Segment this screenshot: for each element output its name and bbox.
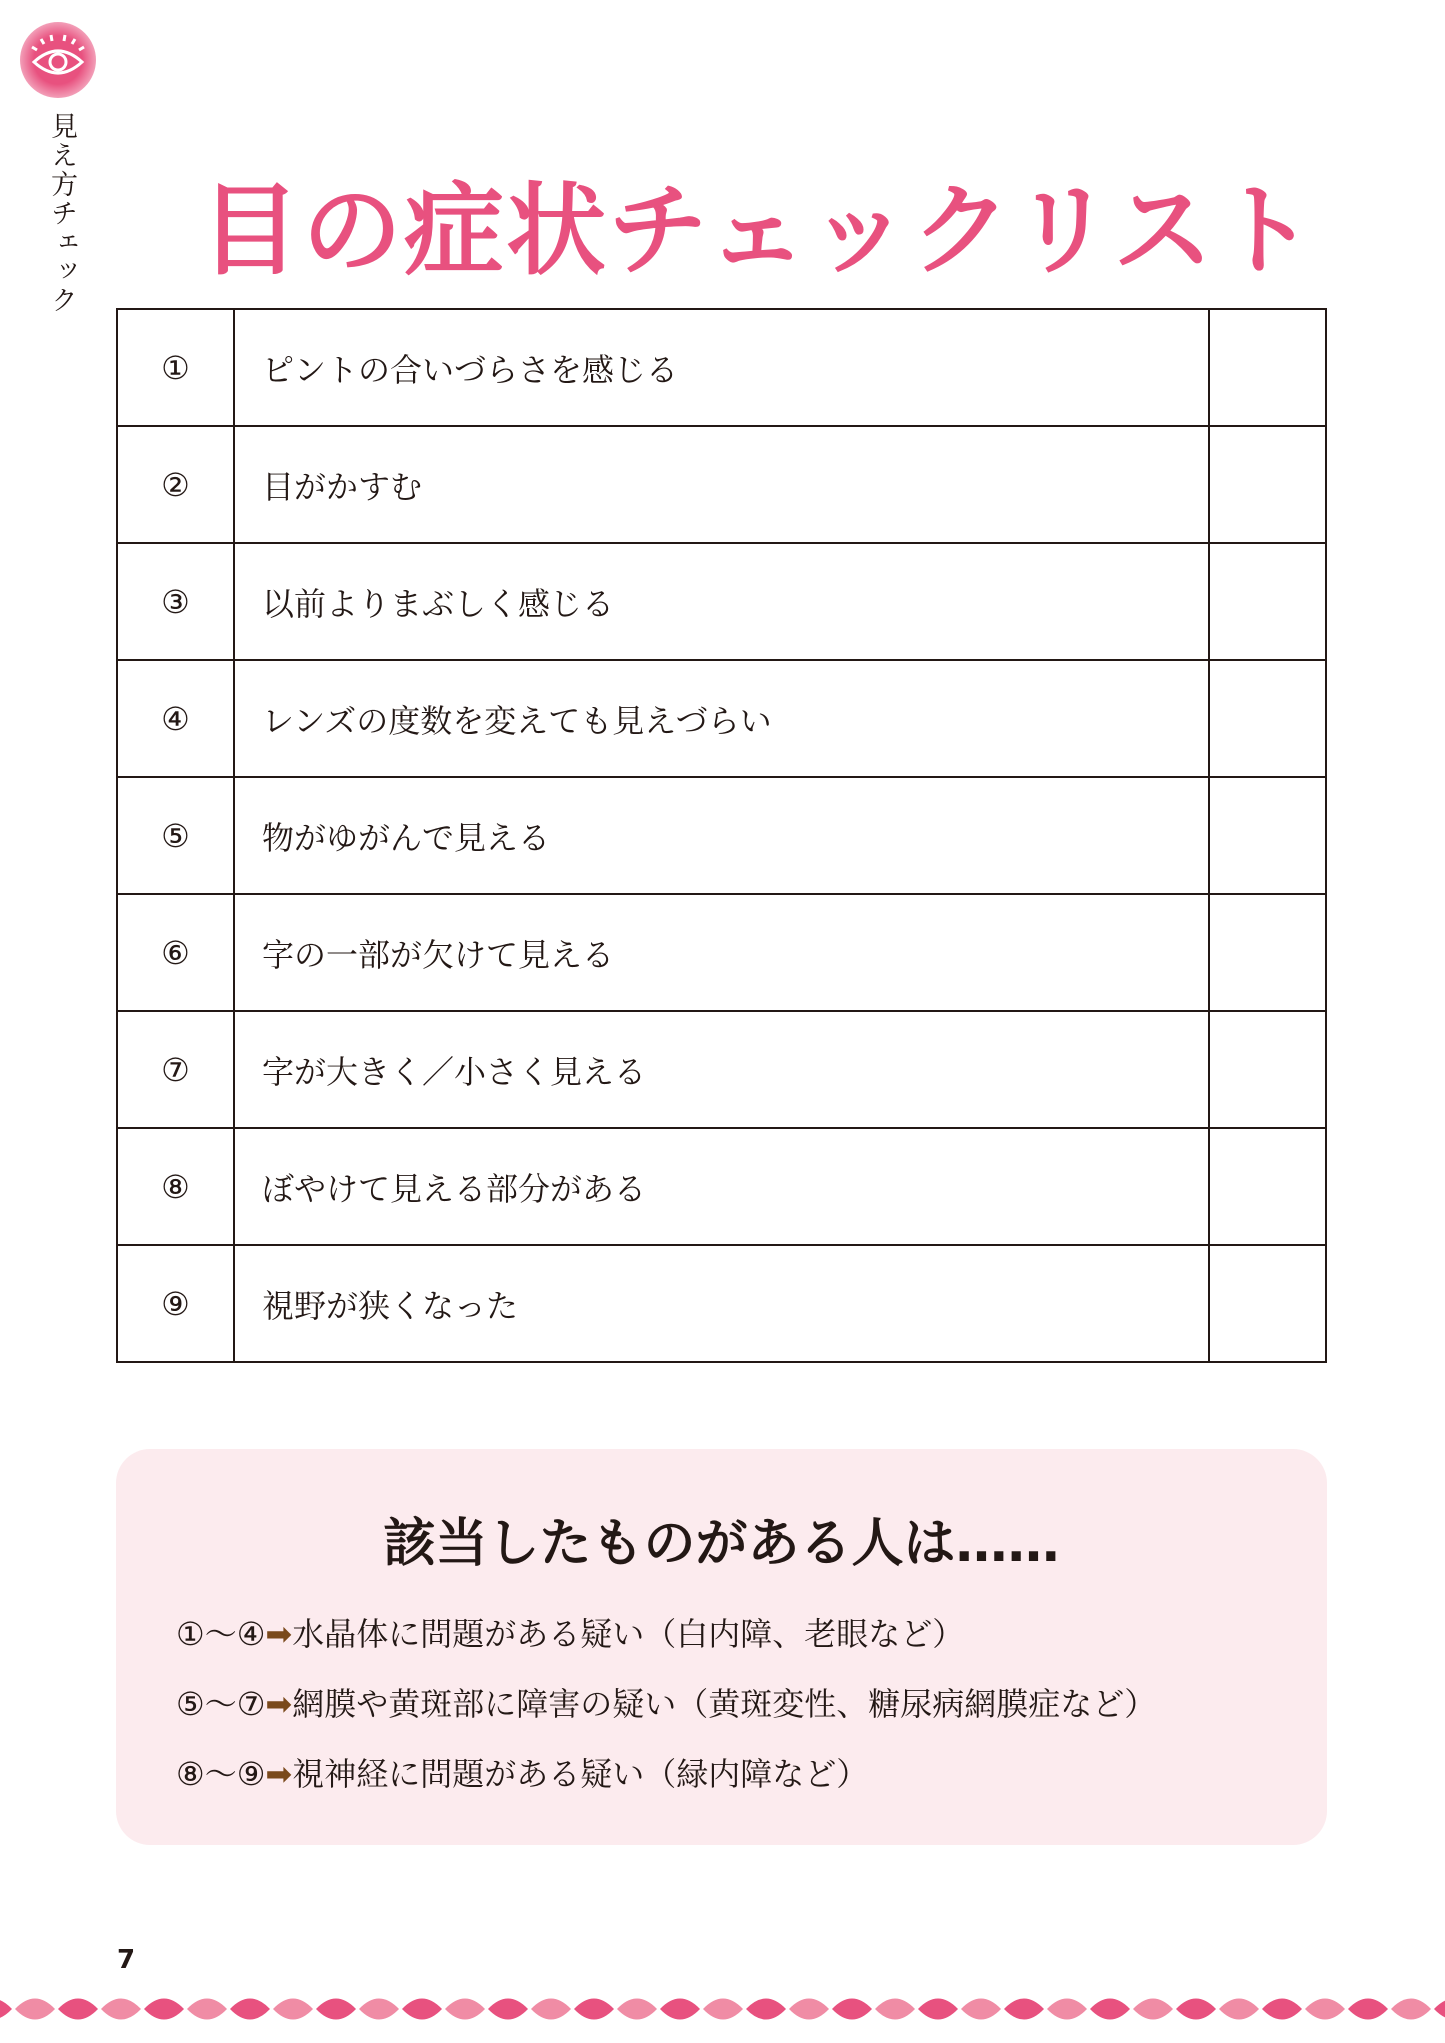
result-line	[176, 1679, 1156, 1725]
result-heading: 該当したものがある人は……	[383, 1514, 1060, 1574]
item-number: ⑥	[117, 894, 234, 1011]
item-number: ⑤	[117, 777, 234, 894]
check-box[interactable]	[1209, 777, 1326, 894]
border-oval	[1305, 1999, 1345, 2020]
item-text: ぼやけて見える部分がある	[234, 1128, 1209, 1245]
border-oval	[58, 1999, 98, 2020]
symptom-checklist	[116, 308, 1327, 1363]
border-oval	[1047, 1999, 1087, 2020]
border-oval	[1348, 1999, 1388, 2020]
result-line	[176, 1609, 964, 1655]
item-number: ⑧	[117, 1128, 234, 1245]
border-oval	[617, 1999, 657, 2020]
result-box	[116, 1449, 1327, 1845]
border-oval	[1434, 1999, 1445, 2020]
border-oval	[144, 1999, 184, 2020]
border-oval	[574, 1999, 614, 2020]
item-number: ⑦	[117, 1011, 234, 1128]
border-oval	[488, 1999, 528, 2020]
border-oval	[445, 1999, 485, 2020]
range: ①〜④	[176, 1615, 266, 1653]
border-oval	[703, 1999, 743, 2020]
border-oval	[359, 1999, 399, 2020]
item-text: レンズの度数を変えても見えづらい	[234, 660, 1209, 777]
section-label: 見え方チェック	[46, 112, 77, 315]
checklist-row	[117, 426, 1326, 543]
item-number: ②	[117, 426, 234, 543]
checklist-row	[117, 894, 1326, 1011]
arrow-icon: ➡	[265, 1685, 293, 1723]
diagnosis: 視神経に問題がある疑い（緑内障など）	[292, 1755, 869, 1793]
page-number: 7	[117, 1945, 136, 1975]
item-number: ④	[117, 660, 234, 777]
border-oval	[1004, 1999, 1044, 2020]
border-oval	[789, 1999, 829, 2020]
border-oval	[1219, 1999, 1259, 2020]
checklist-row	[117, 1245, 1326, 1362]
border-oval	[15, 1999, 55, 2020]
border-oval	[1262, 1999, 1302, 2020]
diagnosis: 網膜や黄斑部に障害の疑い（黄斑変性、糖尿病網膜症など）	[292, 1685, 1157, 1723]
item-text: 目がかすむ	[234, 426, 1209, 543]
check-box[interactable]	[1209, 894, 1326, 1011]
border-oval	[1133, 1999, 1173, 2020]
border-oval	[875, 1999, 915, 2020]
checklist-row	[117, 660, 1326, 777]
item-text: 視野が狭くなった	[234, 1245, 1209, 1362]
item-text: 以前よりまぶしく感じる	[234, 543, 1209, 660]
border-oval	[1391, 1999, 1431, 2020]
border-oval	[746, 1999, 786, 2020]
check-box[interactable]	[1209, 1245, 1326, 1362]
range: ⑤〜⑦	[176, 1685, 266, 1723]
check-box[interactable]	[1209, 426, 1326, 543]
border-oval	[660, 1999, 700, 2020]
checklist-row	[117, 1011, 1326, 1128]
checklist-row	[117, 777, 1326, 894]
border-oval	[187, 1999, 227, 2020]
result-line	[176, 1749, 868, 1795]
arrow-icon: ➡	[265, 1615, 293, 1653]
checklist-row	[117, 1128, 1326, 1245]
border-oval	[273, 1999, 313, 2020]
checklist-row	[117, 309, 1326, 426]
checklist-row	[117, 543, 1326, 660]
item-text: 字の一部が欠けて見える	[234, 894, 1209, 1011]
decorative-border	[0, 1998, 1445, 2020]
item-text: 字が大きく／小さく見える	[234, 1011, 1209, 1128]
border-oval	[0, 1999, 12, 2020]
border-oval	[918, 1999, 958, 2020]
item-number: ③	[117, 543, 234, 660]
check-box[interactable]	[1209, 543, 1326, 660]
item-number: ①	[117, 309, 234, 426]
check-box[interactable]	[1209, 660, 1326, 777]
diagnosis: 水晶体に問題がある疑い（白内障、老眼など）	[292, 1615, 965, 1653]
range: ⑧〜⑨	[176, 1755, 266, 1793]
border-oval	[961, 1999, 1001, 2020]
check-box[interactable]	[1209, 1128, 1326, 1245]
border-oval	[402, 1999, 442, 2020]
arrow-icon: ➡	[265, 1755, 293, 1793]
border-oval	[1090, 1999, 1130, 2020]
border-oval	[531, 1999, 571, 2020]
eye-icon	[20, 22, 96, 98]
item-number: ⑨	[117, 1245, 234, 1362]
item-text: ピントの合いづらさを感じる	[234, 309, 1209, 426]
check-box[interactable]	[1209, 309, 1326, 426]
border-oval	[316, 1999, 356, 2020]
item-text: 物がゆがんで見える	[234, 777, 1209, 894]
page-title: 目の症状チェックリスト	[200, 172, 1317, 289]
border-oval	[230, 1999, 270, 2020]
border-oval	[101, 1999, 141, 2020]
border-oval	[1176, 1999, 1216, 2020]
check-box[interactable]	[1209, 1011, 1326, 1128]
border-oval	[832, 1999, 872, 2020]
